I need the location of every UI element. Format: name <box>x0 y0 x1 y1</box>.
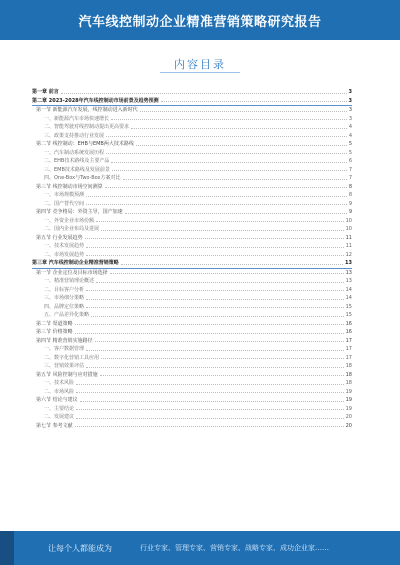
toc-leader-dots <box>136 145 347 146</box>
toc-entry-text: 二、国产替代空间 <box>44 200 85 207</box>
toc-entry-text: 第三章 汽车线控制动企业精准营销策略 <box>32 260 119 266</box>
toc-leader-dots <box>111 119 347 120</box>
toc-leader-dots <box>75 324 344 325</box>
toc-entry-page: 4 <box>348 124 352 130</box>
footer-slogan: 让每个人都能成为 <box>48 544 112 553</box>
toc-entry-text: 第五节 行业发展趋势 <box>36 234 83 241</box>
toc-entry[interactable] <box>32 303 352 312</box>
footer-accent <box>0 531 14 565</box>
toc-entry-text: 二、市场发展趋势 <box>44 251 85 258</box>
toc-leader-dots <box>76 384 344 385</box>
toc-entry-page: 16 <box>345 320 352 327</box>
toc-entry-page: 10 <box>345 226 352 232</box>
toc-entry-page: 8 <box>348 183 352 190</box>
toc-entry-page: 7 <box>348 175 352 181</box>
toc-entry-page: 3 <box>348 107 352 113</box>
toc-entry-page: 12 <box>345 251 352 258</box>
toc-entry[interactable] <box>32 259 352 269</box>
toc-entry-page: 17 <box>345 337 352 344</box>
toc-entry[interactable] <box>32 183 352 192</box>
toc-entry-text: 第四节 精准营销实施路径 <box>36 337 93 344</box>
toc-entry[interactable] <box>32 217 352 226</box>
toc-entry[interactable] <box>32 320 352 329</box>
toc-entry-text: 四、品牌定位策略 <box>44 303 85 310</box>
toc-entry-text: 二、市场风险 <box>44 388 75 395</box>
toc-entry[interactable] <box>32 234 352 243</box>
toc-leader-dots <box>96 282 344 283</box>
toc-leader-dots <box>76 409 344 410</box>
report-header-bar <box>0 0 400 40</box>
toc-entry[interactable] <box>32 362 352 371</box>
toc-entry[interactable] <box>32 208 352 217</box>
toc-leader-dots <box>105 187 347 188</box>
toc-entry-text: 二、国内企业布局及进展 <box>44 226 100 232</box>
toc-entry[interactable] <box>32 354 352 363</box>
toc-entry-page: 19 <box>345 405 352 412</box>
toc-entry-text: 一、新能源汽车市场快速增长 <box>44 115 110 122</box>
toc-entry-page: 16 <box>345 329 352 335</box>
toc-entry-page: 17 <box>345 346 352 352</box>
toc-entry-page: 13 <box>345 269 352 276</box>
toc-entry[interactable] <box>32 345 352 354</box>
toc-leader-dots <box>86 290 344 291</box>
toc-entry-page: 13 <box>345 260 352 266</box>
toc-entry-page: 18 <box>345 380 352 386</box>
toc-entry-page: 20 <box>345 414 352 420</box>
toc-leader-dots <box>161 101 347 102</box>
toc-entry[interactable] <box>32 88 352 97</box>
toc-title: 内容目录 <box>174 58 226 71</box>
toc-entry-page: 11 <box>345 234 352 241</box>
toc-leader-dots <box>111 162 346 163</box>
toc-entry-page: 18 <box>345 371 352 378</box>
toc-leader-dots <box>86 367 344 368</box>
toc-entry-text: 第一节 新能源汽车发展，线控制动进入新时代 <box>36 107 138 113</box>
toc-entry-text: 三、EMB技术路线及发展前景 <box>44 166 110 173</box>
toc-leader-dots <box>76 418 344 419</box>
toc-entry-page: 5 <box>348 141 352 147</box>
toc-entry[interactable] <box>32 251 352 260</box>
toc-entry-page: 13 <box>345 278 352 284</box>
toc-entry[interactable] <box>32 140 352 149</box>
toc-leader-dots <box>85 238 344 239</box>
toc-entry-text: 二、目标客户分析 <box>44 286 85 293</box>
toc-entry-text: 二、发展建议 <box>44 414 75 420</box>
toc-entry-page: 19 <box>345 397 352 403</box>
toc-entry-page: 9 <box>348 209 352 215</box>
toc-leader-dots <box>86 255 344 256</box>
toc-entry-page: 3 <box>348 89 352 95</box>
toc-entry-text: 第三节 价格策略 <box>36 329 73 335</box>
toc-entry[interactable] <box>32 242 352 251</box>
toc-entry[interactable] <box>32 286 352 295</box>
toc-entry-text: 一、技术发展趋势 <box>44 243 85 249</box>
toc-entry[interactable] <box>32 225 352 234</box>
toc-entry[interactable] <box>32 277 352 286</box>
toc-entry-text: 一、汽车制动系统发展历程 <box>44 149 105 156</box>
toc-entry[interactable] <box>32 115 352 124</box>
toc-leader-dots <box>86 196 347 197</box>
toc-leader-dots <box>95 341 344 342</box>
toc-leader-dots <box>101 230 344 231</box>
toc-leader-dots <box>101 358 344 359</box>
toc-entry-page: 14 <box>345 286 352 293</box>
toc-entry[interactable] <box>32 106 352 115</box>
toc-leader-dots <box>91 316 344 317</box>
toc-entry-text: 一、客户数据管理 <box>44 346 85 352</box>
toc-entry-text: 一、技术风险 <box>44 380 75 386</box>
toc-leader-dots <box>86 299 344 300</box>
toc-entry-page: 17 <box>345 354 352 361</box>
toc-entry-page: 18 <box>345 363 352 369</box>
toc-entry-page: 7 <box>348 166 352 173</box>
toc-entry-text: 三、政策支持推动行业发展 <box>44 132 105 139</box>
toc-leader-dots <box>112 170 347 171</box>
toc-leader-dots <box>75 426 344 427</box>
toc-leader-dots <box>140 111 347 112</box>
toc-entry-page: 3 <box>348 115 352 122</box>
toc-entry[interactable] <box>32 97 352 107</box>
toc-entry-text: 第三节 线控制动市场空间测算 <box>36 183 103 190</box>
toc-entry-page: 8 <box>348 192 352 198</box>
toc-entry[interactable] <box>32 328 352 337</box>
toc-leader-dots <box>86 350 344 351</box>
toc-entry-text: 一、精准营销理论概述 <box>44 278 95 284</box>
toc-entry[interactable] <box>32 422 352 431</box>
toc-entry-text: 二、EHB技术路线及主要产品 <box>44 158 110 164</box>
toc-entry[interactable] <box>32 123 352 132</box>
toc-entry-page: 10 <box>345 217 352 224</box>
toc-entry-page: 9 <box>348 200 352 207</box>
toc-entry-text: 二、智能驾驶对线控制动提出更高要求 <box>44 124 130 130</box>
toc-entry[interactable] <box>32 371 352 380</box>
toc-entry[interactable] <box>32 149 352 158</box>
toc-entry[interactable] <box>32 337 352 346</box>
toc-entry[interactable] <box>32 379 352 388</box>
toc-entry-page: 14 <box>345 295 352 301</box>
footer-bar <box>0 531 400 565</box>
toc-entry-page: 19 <box>345 388 352 395</box>
toc-entry-text: 第一章 前言 <box>32 89 59 95</box>
toc-entry-page: 20 <box>345 422 352 429</box>
toc-leader-dots <box>86 204 347 205</box>
toc-leader-dots <box>100 375 344 376</box>
toc-leader-dots <box>125 213 347 214</box>
toc-entry-page: 15 <box>345 303 352 310</box>
toc-entry-text: 第一节 企业定位及目标市场选择 <box>36 269 108 276</box>
toc-entry-page: 5 <box>348 149 352 156</box>
toc-entry-page: 3 <box>348 97 352 104</box>
toc-entry-text: 第四节 竞争格局：外资主导，国产加速 <box>36 209 123 215</box>
toc-leader-dots <box>121 264 343 265</box>
toc-entry-text: 三、营销效果评估 <box>44 363 85 369</box>
toc-entry-text: 第六节 结论与建议 <box>36 397 78 403</box>
toc-title-divider <box>160 72 240 73</box>
toc-entry-text: 五、产品差异化策略 <box>44 312 90 318</box>
toc-leader-dots <box>80 401 344 402</box>
toc-entry-page: 4 <box>348 132 352 139</box>
toc-entry-text: 第二节 线控制动：EHB与EMB两大技术路线 <box>36 141 134 147</box>
toc-entry[interactable] <box>32 396 352 405</box>
toc-leader-dots <box>131 128 347 129</box>
toc-leader-dots <box>76 392 344 393</box>
toc-entry-text: 第二节 渠道策略 <box>36 320 73 327</box>
toc-leader-dots <box>123 179 347 180</box>
toc-entry-text: 第七节 参考文献 <box>36 422 73 429</box>
toc-leader-dots <box>61 93 347 94</box>
toc-entry[interactable] <box>32 294 352 303</box>
toc-entry[interactable] <box>32 157 352 166</box>
toc-entry-text: 三、市场细分策略 <box>44 295 85 301</box>
toc-entry[interactable] <box>32 132 352 141</box>
toc-leader-dots <box>86 307 344 308</box>
toc-entry-text: 第二章 2023-2028年汽车线控制动市场前景及趋势预测 <box>32 97 159 104</box>
report-title: 汽车线控制动企业精准营销策略研究报告 <box>78 15 322 30</box>
toc-entry[interactable] <box>32 388 352 397</box>
toc-leader-dots <box>96 221 344 222</box>
toc-leader-dots <box>86 247 344 248</box>
toc-entry-text: 第五节 风险控制与应对措施 <box>36 371 98 378</box>
toc-leader-dots <box>106 136 347 137</box>
toc-entry[interactable] <box>32 166 352 175</box>
toc-entry[interactable] <box>32 191 352 200</box>
toc-entry-text: 二、数字化营销工具应用 <box>44 354 100 361</box>
toc-entry-page: 6 <box>348 158 352 164</box>
toc-leader-dots <box>75 333 344 334</box>
toc-entry[interactable] <box>32 174 352 183</box>
toc-leader-dots <box>110 273 344 274</box>
table-of-contents <box>32 88 352 430</box>
toc-entry-text: 一、市场规模预测 <box>44 192 85 198</box>
toc-entry-text: 一、主要结论 <box>44 405 75 412</box>
footer-roles: 行业专家、管理专家、营销专家、战略专家、成功企业家…… <box>140 544 329 552</box>
toc-entry-text: 四、One-Box与Two-Box方案对比 <box>44 175 121 181</box>
toc-entry[interactable] <box>32 200 352 209</box>
toc-entry[interactable] <box>32 413 352 422</box>
toc-entry[interactable] <box>32 405 352 414</box>
toc-entry[interactable] <box>32 269 352 278</box>
toc-entry-page: 15 <box>345 312 352 318</box>
toc-leader-dots <box>106 153 347 154</box>
toc-entry[interactable] <box>32 311 352 320</box>
toc-entry-page: 11 <box>345 243 352 249</box>
toc-entry-text: 一、外资企业市场份额 <box>44 217 95 224</box>
